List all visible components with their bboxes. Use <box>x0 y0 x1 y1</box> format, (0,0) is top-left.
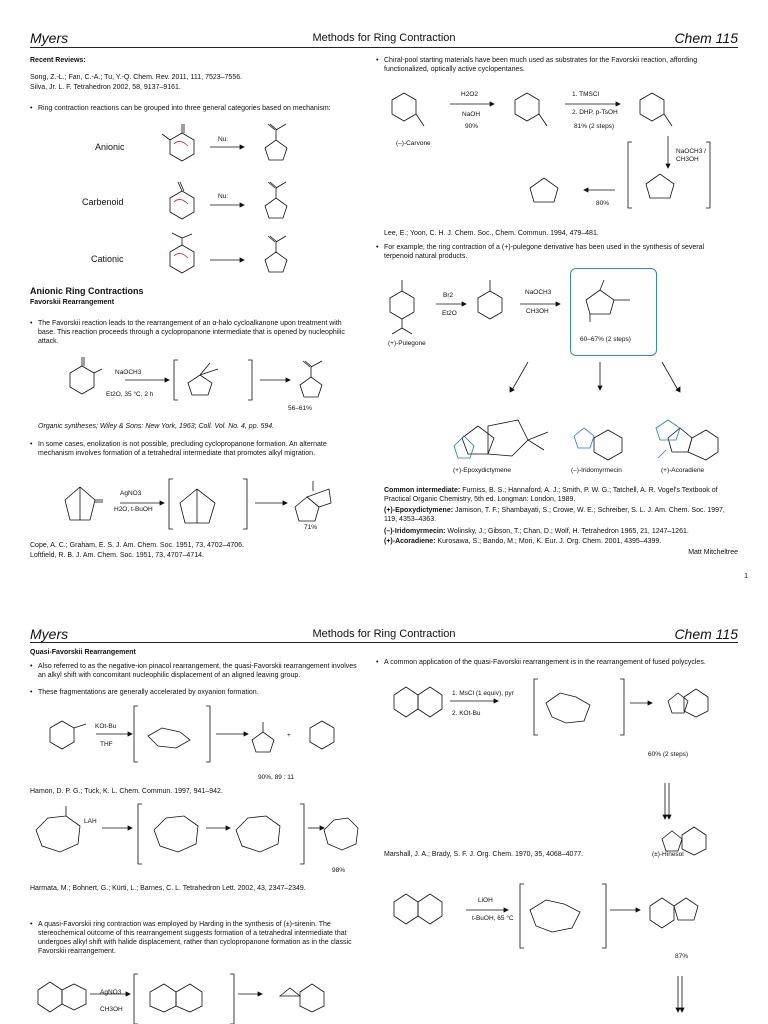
carvone-label: (–)-Carvone <box>396 140 431 147</box>
header-author-2: Myers <box>30 626 69 642</box>
enolization-description: • In some cases, enolization is not possible, precluding cyclopropanone formation. An alternate mechanism involves formation of a tetrahedral intermediate that promotes alkyl migration. <box>38 440 360 458</box>
lioh-scheme-drawing <box>380 880 740 1024</box>
author-credit: Matt Mitcheltree <box>688 549 738 556</box>
naoch3-condition: NaOCH3 <box>115 369 142 376</box>
common-intermediate-text: Furniss, B. S.; Hannaford, A. J.; Smith, P. W. G.; Tatchell, A. R. Vogel's Textbook of Practical Organic Chemistry, 5th ed. Longman: London, 1989. <box>384 487 718 503</box>
h2o-tbuoh-condition: H2O, t-BuOH <box>114 506 153 513</box>
yield-98: 98% <box>332 867 346 874</box>
naoch3-ch3oh-condition: NaOCH3 / CH3OH <box>676 148 706 163</box>
chiral-pool-description: • Chiral-pool starting materials have been much used as substrates for the Favorskii reaction, affording functionalized, optically active cyclopentanes. <box>384 56 730 74</box>
yield-60: 60% (2 steps) <box>648 751 689 758</box>
page-header <box>0 22 768 50</box>
tbuoh-condition: t-BuOH, 65 °C <box>472 915 514 922</box>
naoch3-condition-2: NaOCH3 <box>525 289 552 296</box>
quasi-scheme-1-drawing <box>40 700 360 775</box>
kotbu-condition: KOt-Bu <box>95 723 117 730</box>
sirenin-description: • A quasi-Favorskii ring contraction was employed by Harding in the synthesis of (±)-sirenin. The stereochemical outcome of this rearrangement suggests formation of a tetrahedral intermediate that undergoes alkyl shift with halide displacement, rather than cyclopropanone formation as in the classic Favorskii rearrangement. <box>38 920 360 956</box>
ch3oh-condition-2: CH3OH <box>100 1006 123 1013</box>
pulegone-scheme-drawing <box>378 270 738 480</box>
quasi-favorskii-heading: Quasi-Favorskii Rearrangement <box>30 649 136 656</box>
header-author: Myers <box>30 30 69 46</box>
dhp-condition: 2. DHP, p-TsOH <box>572 109 618 116</box>
yield-80: 80% <box>596 200 610 207</box>
br2-condition: Br2 <box>443 292 454 299</box>
et2o-condition: Et2O, 35 °C, 2 h <box>106 391 154 398</box>
category-carbenoid: Carbenoid <box>82 197 124 207</box>
iridomyrmecin-text: Wolinsky, J.; Gibson, T.; Chan, D.; Wolf, H. Tetrahedron 1965, 21, 1247–1261. <box>447 528 689 535</box>
lah-condition: LAH <box>84 818 97 825</box>
ref-hamon: Hamon, D. P. G.; Tuck, K. L. Chem. Commun. 1997, 941–942. <box>30 788 223 795</box>
quasi-bullet-2: • These fragmentations are generally accelerated by oxyanion formation. <box>38 688 360 697</box>
yield-60-67: 60–67% (2 steps) <box>580 336 631 343</box>
acoradiene-heading: (+)-Acoradiene: <box>384 538 436 545</box>
ref-harmata: Harmata, M.; Bohnert, G.; Kürti, L.; Barnes, C. L. Tetrahedron Lett. 2002, 43, 2347–2349. <box>30 885 306 892</box>
plus-sign: + <box>287 732 291 739</box>
naoh-condition: NaOH <box>462 111 481 118</box>
agno3-condition: AgNO3 <box>120 490 142 497</box>
hinesol-scheme-drawing <box>380 675 740 855</box>
ref-loftfield: Loftfield, R. B. J. Am. Chem. Soc. 1951, 73, 4707–4714. <box>30 552 204 559</box>
thf-condition: THF <box>100 741 113 748</box>
favorskii-description: • The Favorskii reaction leads to the rearrangement of an α-halo cycloalkanone upon treatment with base. This reaction proceeds through a cyclopropanone intermediate that is opened by nucleophilic attack. <box>38 319 360 346</box>
quasi-scheme-2-drawing <box>30 800 360 870</box>
epoxydictymene-ref <box>384 506 734 524</box>
anionic-ring-contractions-heading: Anionic Ring Contractions <box>30 286 144 296</box>
yield-90-89-11: 90%, 89 : 11 <box>258 774 295 781</box>
header-title: Methods for Ring Contraction <box>312 32 456 44</box>
pulegone-label: (+)-Pulegone <box>388 340 426 347</box>
kotbu-condition-2: 2. KOt-Bu <box>452 710 481 717</box>
review-2: Silva, Jr. L. F. Tetrahedron 2002, 58, 9137–9161. <box>30 84 181 91</box>
yield-71: 71% <box>304 524 318 531</box>
header-rule <box>30 47 738 48</box>
page-number: 1 <box>744 573 748 580</box>
header-title-2: Methods for Ring Contraction <box>312 628 456 640</box>
epoxydictymene-label: (+)-Epoxydictymene <box>453 467 511 474</box>
bullet-categories: • Ring contraction reactions can be grouped into three general categories based on mechanism: <box>38 104 368 113</box>
org-syntheses-ref: Organic syntheses; Wiley & Sons: New York, 1963; Coll. Vol. No. 4, pp. 594. <box>38 423 275 430</box>
header-rule-2 <box>30 642 738 643</box>
acoradiene-text: Kurosawa, S.; Bando, M.; Mori, K. Eur. J. Org. Chem. 2001, 4395–4399. <box>437 538 662 545</box>
nu-label-anionic: Nu: <box>218 136 229 143</box>
common-intermediate-ref <box>384 486 734 504</box>
ref-lee: Lee, E.; Yoon, C. H. J. Chem. Soc., Chem. Commun. 1994, 479–481. <box>384 230 599 237</box>
tmscl-condition: 1. TMSCl <box>572 91 599 98</box>
sirenin-scheme-drawing <box>30 970 360 1024</box>
acoradiene-ref <box>384 537 734 546</box>
lioh-condition: LiOH <box>478 897 493 904</box>
hinesol-label: (±)-Hinesol <box>652 851 684 858</box>
ch3oh-condition: CH3OH <box>526 308 549 315</box>
epoxydictymene-text: Jamison, T. F.; Shambayati, S.; Crowe, W. E.; Schreiber, S. L. J. Am. Chem. Soc. 1997, 119, 4353–4363. <box>384 507 725 523</box>
page-2 <box>0 600 768 1024</box>
recent-reviews-heading: Recent Reviews: <box>30 57 86 64</box>
common-intermediate-heading: Common intermediate: <box>384 487 461 494</box>
yield-81: 81% (2 steps) <box>574 123 615 130</box>
favorskii-scheme-drawing <box>60 355 340 410</box>
yield-56-61: 56–61% <box>288 405 312 412</box>
pulegone-description: • For example, the ring contraction of a (+)-pulegone derivative has been used in the synthesis of several terpenoid natural products. <box>384 243 730 261</box>
favorskii-heading: Favorskii Rearrangement <box>30 299 115 306</box>
yield-87: 87% <box>675 953 689 960</box>
fused-polycycles-description: • A common application of the quasi-Favorskii rearrangement is in the rearrangement of fused polycycles. <box>384 658 730 667</box>
header-course-2: Chem 115 <box>674 626 738 642</box>
h2o2-condition: H2O2 <box>461 91 478 98</box>
category-anionic: Anionic <box>95 142 125 152</box>
yield-90: 90% <box>465 123 479 130</box>
review-1: Song, Z.-L.; Fan, C.-A.; Tu, Y.-Q. Chem. Rev. 2011, 111, 7523–7556. <box>30 74 243 81</box>
ref-marshall: Marshall, J. A.; Brady, S. F. J. Org. Chem. 1970, 35, 4068–4077. <box>384 851 584 858</box>
quasi-bullet-1: • Also referred to as the negative-ion pinacol rearrangement, the quasi-Favorskii rearrangement involves an alkyl shift with concomitant nucleophilic displacement of an aligned leaving group. <box>38 662 360 680</box>
nu-label-carbenoid: Nu: <box>218 193 229 200</box>
et2o-condition-2: Et2O <box>442 310 457 317</box>
ref-cope: Cope, A. C.; Graham, E. S. J. Am. Chem. Soc. 1951, 73, 4702–4706. <box>30 542 245 549</box>
iridomyrmecin-ref <box>384 527 734 536</box>
category-schemes-drawing <box>150 120 320 280</box>
mscl-condition: 1. MsCl (1 equiv), pyr <box>452 690 514 697</box>
acoradiene-label: (+)-Acoradiene <box>661 467 705 474</box>
agno3-condition-2: AgNO3 <box>100 989 122 996</box>
category-cationic: Cationic <box>91 254 124 264</box>
epoxydictymene-heading: (+)-Epoxydictymene: <box>384 507 454 514</box>
iridomyrmecin-label: (–)-Iridomyrmecin <box>571 467 622 474</box>
header-course: Chem 115 <box>674 30 738 46</box>
iridomyrmecin-heading: (–)-Iridomyrmecin: <box>384 528 446 535</box>
